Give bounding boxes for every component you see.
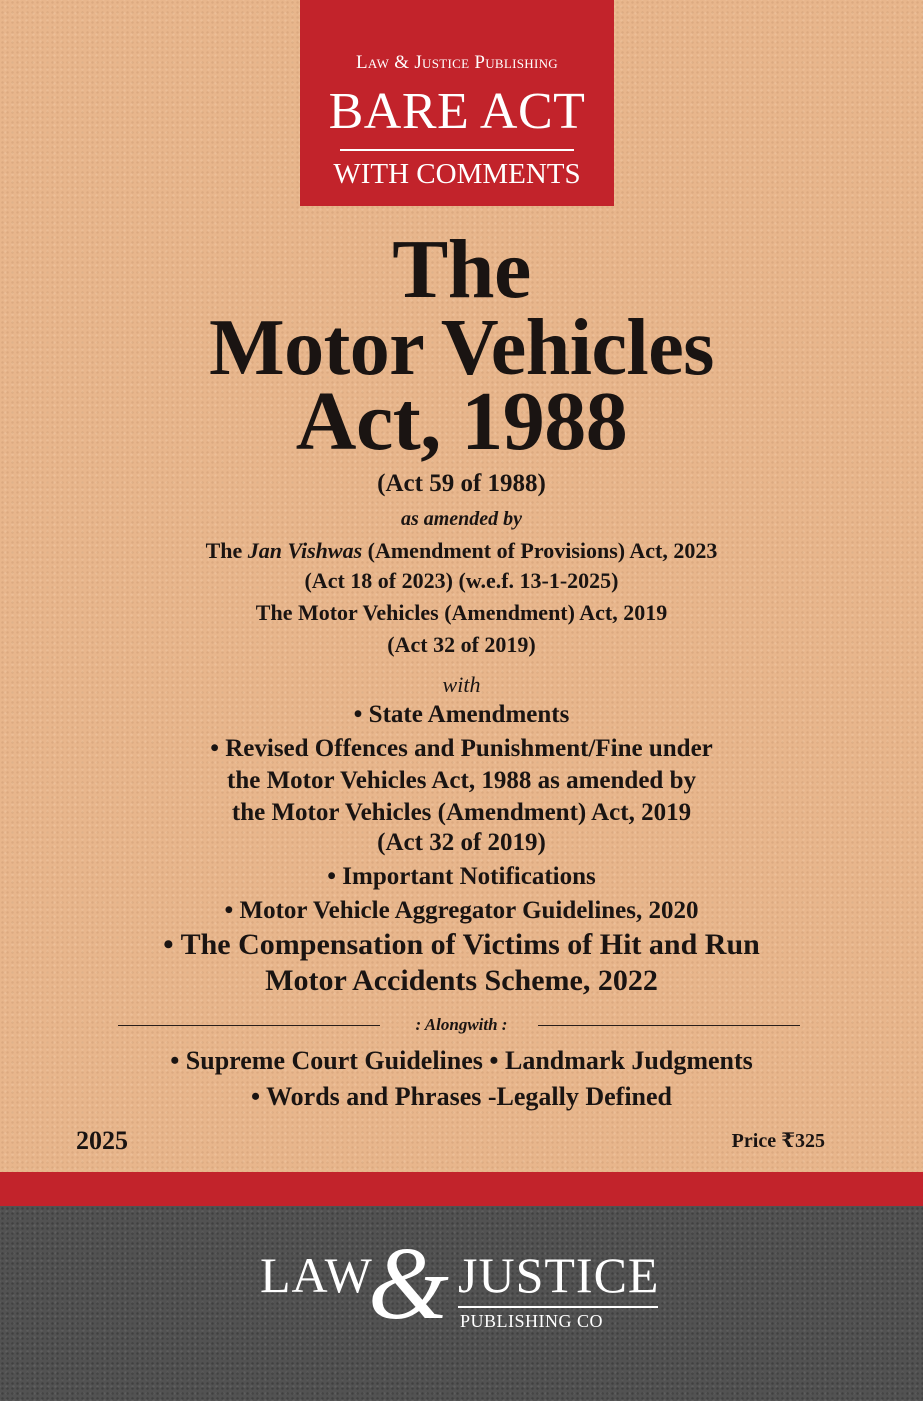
red-band: [0, 1172, 923, 1206]
amendment-line-1: [0, 540, 923, 562]
alongwith-line: • Words and Phrases -Legally Defined: [250, 1082, 673, 1111]
publisher-logo: [260, 1226, 670, 1342]
logo-subtitle: PUBLISHING CO: [460, 1311, 604, 1331]
alongwith-label: : Alongwith :: [415, 1015, 508, 1034]
logo-justice: JUSTICE: [458, 1247, 660, 1303]
edition-year: 2025: [76, 1126, 128, 1155]
amendment-line-4: (Act 32 of 2019): [387, 632, 536, 657]
amendment-line-1-post: (Amendment of Provisions) Act, 2023: [362, 538, 718, 563]
alongwith-line: • Supreme Court Guidelines • Landmark Judgments: [170, 1046, 753, 1075]
amendment-line-1-pre: The: [205, 538, 248, 563]
feature-line: the Motor Vehicles (Amendment) Act, 2019: [231, 799, 692, 826]
title-line-3: Act, 1988: [295, 375, 628, 468]
feature-line: the Motor Vehicles Act, 1988 as amended by: [227, 767, 696, 794]
feature-line: • Motor Vehicle Aggregator Guidelines, 2020: [224, 897, 699, 924]
price: Price ₹325: [731, 1130, 825, 1152]
publisher-box: [300, 0, 614, 206]
title-line-1: The: [392, 223, 531, 316]
logo-ampersand: &: [368, 1226, 449, 1341]
with-label: with: [442, 672, 481, 697]
title-line-2: Motor Vehicles: [209, 304, 714, 392]
amendment-line-2: (Act 18 of 2023) (w.e.f. 13-1-2025): [304, 568, 619, 593]
series-subtitle: WITH COMMENTS: [333, 158, 581, 190]
feature-line: • The Compensation of Victims of Hit and Run: [163, 928, 760, 961]
amended-by-label: as amended by: [400, 508, 523, 530]
feature-line: (Act 32 of 2019): [377, 829, 546, 856]
series-label: BARE ACT: [328, 83, 586, 140]
publisher-name: Law & Justice Publishing: [356, 52, 558, 73]
feature-line: • Revised Offences and Punishment/Fine under: [210, 735, 713, 762]
logo-law: LAW: [260, 1247, 373, 1303]
feature-line: • State Amendments: [353, 701, 570, 728]
amendment-line-3: The Motor Vehicles (Amendment) Act, 2019: [255, 600, 668, 625]
amendment-line-1-italic: Jan Vishwas: [247, 538, 363, 563]
logo-divider: [458, 1306, 658, 1308]
divider: [340, 149, 574, 151]
feature-line: Motor Accidents Scheme, 2022: [265, 964, 658, 997]
act-number: (Act 59 of 1988): [377, 470, 546, 497]
feature-line: • Important Notifications: [327, 863, 596, 890]
